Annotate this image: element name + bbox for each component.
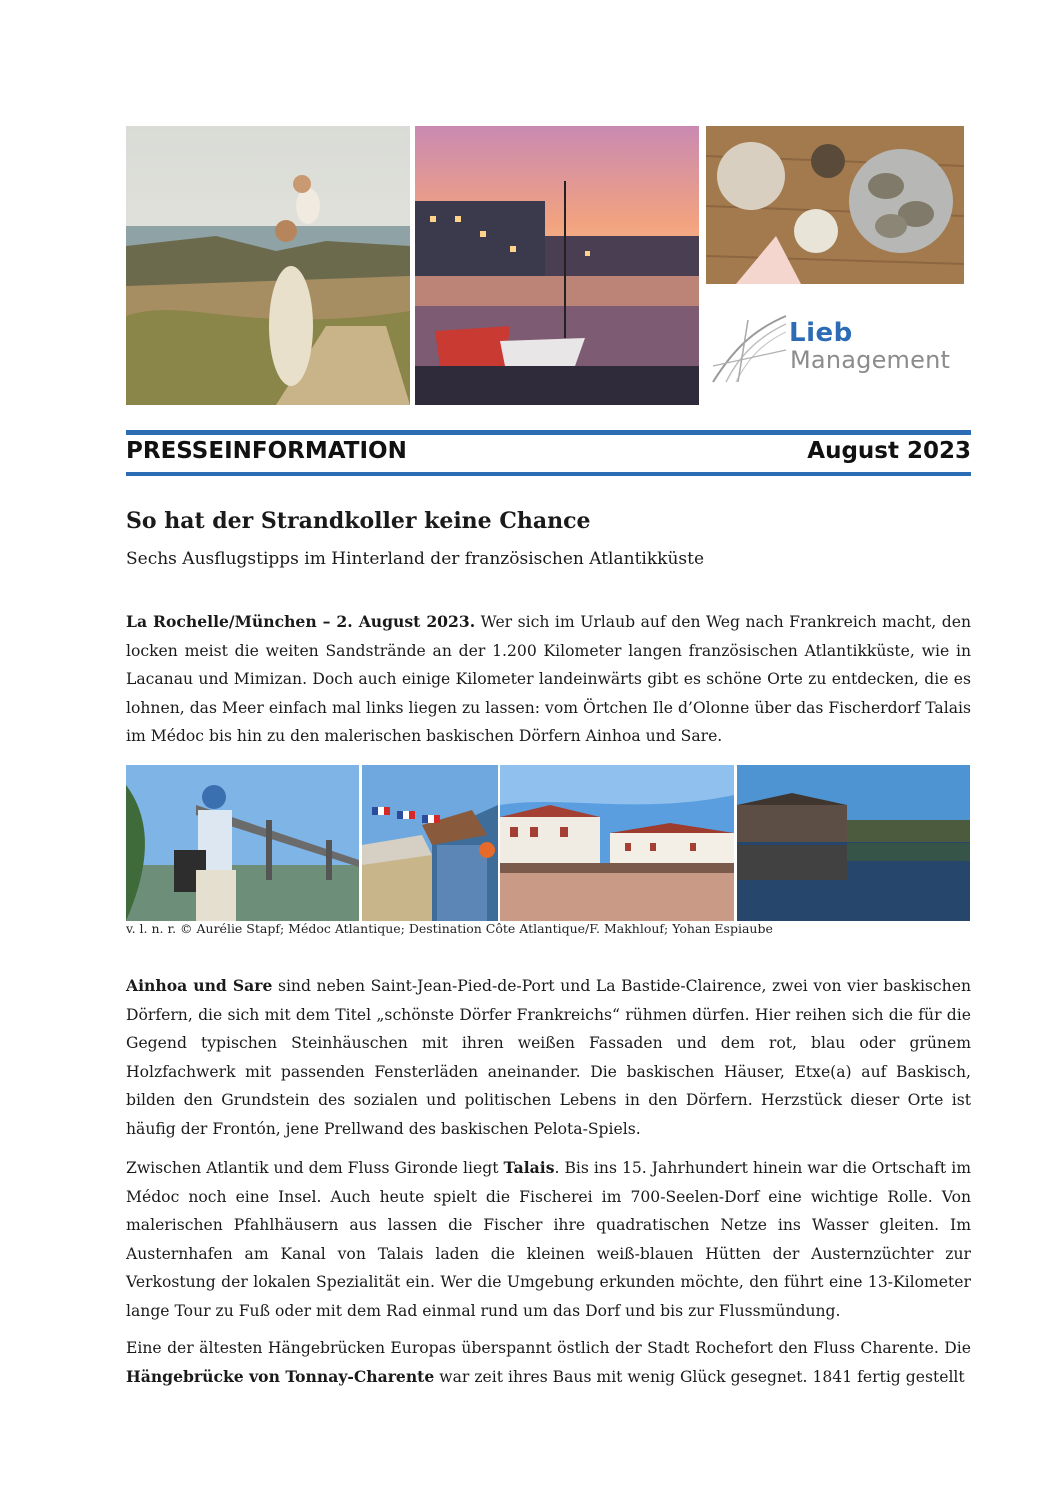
paragraph-talais-bold: Talais [503,1158,555,1177]
paragraph-talais [126,1154,971,1325]
paragraph-tonnay-text-before: Eine der ältesten Hängebrücken Europas überspannt östlich der Stadt Rochefort den Fluss Charente. Die [126,1339,971,1357]
photo-strip-caption: v. l. n. r. © Aurélie Stapf; Médoc Atlantique; Destination Côte Atlantique/F. Makhlouf; Yohan Espiaube [126,921,773,936]
paragraph-tonnay-charente [126,1334,971,1391]
basque-village-square-photo [500,765,734,921]
logo-swoosh-icon [708,310,788,390]
paragraph-talais-text-after: . Bis ins 15. Jahrhundert hinein war die Ortschaft im Médoc noch eine Insel. Auch heute spielt die Fischerei im 700-Seelen-Dorf eine wichtige Rolle. Von malerischen Pfahlhäusern aus lassen die Fischer ihre quadratischen Netze ins Wasser gleiten. Im Austernhafen am Kanal von Talais laden die kleinen weiß-blauen Hütten der Austernzüchter zur Verkostung der lokalen Spezialität ein. Wer die Umgebung erkunden möchte, den führt eine 13-Kilometer lange Tour zu Fuß oder mit dem Rad einmal rund um das Dorf und bis zur Flussmündung. [126,1159,971,1320]
press-label: PRESSEINFORMATION [126,438,407,464]
lake-boathouses-photo [737,765,970,921]
oysters-table-photo [706,126,964,284]
paragraph-tonnay-text-after: war zeit ihres Baus mit wenig Glück gesegnet. 1841 fertig gestellt [434,1367,965,1386]
beach-mother-child-photo [126,126,410,405]
paragraph-ainhoa-sare-text: sind neben Saint-Jean-Pied-de-Port und La Bastide-Clairence, zwei von vier baskischen Dörfern, die sich mit dem Titel „schönste Dörfer Frankreichs“ rühmen dürfen. Hier reihen sich die für die Gegend typischen Steinhäuschen mit ihren weißen Fassaden und dem rot, blau oder grünem Holzfachwerk mit passenden Fensterläden aneinander. Die baskischen Häuser, Etxe(a) auf Baskisch, bilden den Grundstein des sozialen und politischen Lebens in den Dörfern. Herzstück dieser Orte ist häufig der Frontón, jene Prellwand des baskischen Pelota-Spiels. [126,977,971,1138]
bridge-cyclist-photo [126,765,359,921]
logo-text-lieb: Lieb [789,318,853,348]
intro-paragraph [126,608,971,751]
lieb-management-logo [706,300,964,404]
logo-text-management: Management [790,346,951,374]
intro-text: Wer sich im Urlaub auf den Weg nach Frankreich macht, den locken meist die weiten Sandstrände an der 1.200 Kilometer langen französischen Atlantikküste, wie in Lacanau und Mimizan. Doch auch einige Kilometer landeinwärts gibt es schöne Orte zu entdecken, die es lohnen, das Meer einfach mal links liegen zu lassen: vom Örtchen Ile d’Olonne über das Fischerdorf Talais im Médoc bis hin zu den malerischen baskischen Dörfern Ainhoa und Sare. [126,613,971,745]
harbor-sunset-photo [415,126,699,405]
headline: So hat der Strandkoller keine Chance [126,508,591,534]
header-rule-top [126,430,971,435]
intro-dateline: La Rochelle/München – 2. August 2023. [126,612,476,631]
fishing-huts-photo [362,765,498,921]
paragraph-ainhoa-sare-bold: Ainhoa und Sare [126,976,273,995]
paragraph-tonnay-bold: Hängebrücke von Tonnay-Charente [126,1366,435,1386]
subheadline: Sechs Ausflugstipps im Hinterland der französischen Atlantikküste [126,549,705,569]
paragraph-talais-text-before: Zwischen Atlantik und dem Fluss Gironde liegt [126,1159,504,1177]
header-rule-bottom [126,472,971,476]
press-header [126,438,971,470]
paragraph-ainhoa-sare [126,972,971,1143]
press-date: August 2023 [807,438,971,464]
